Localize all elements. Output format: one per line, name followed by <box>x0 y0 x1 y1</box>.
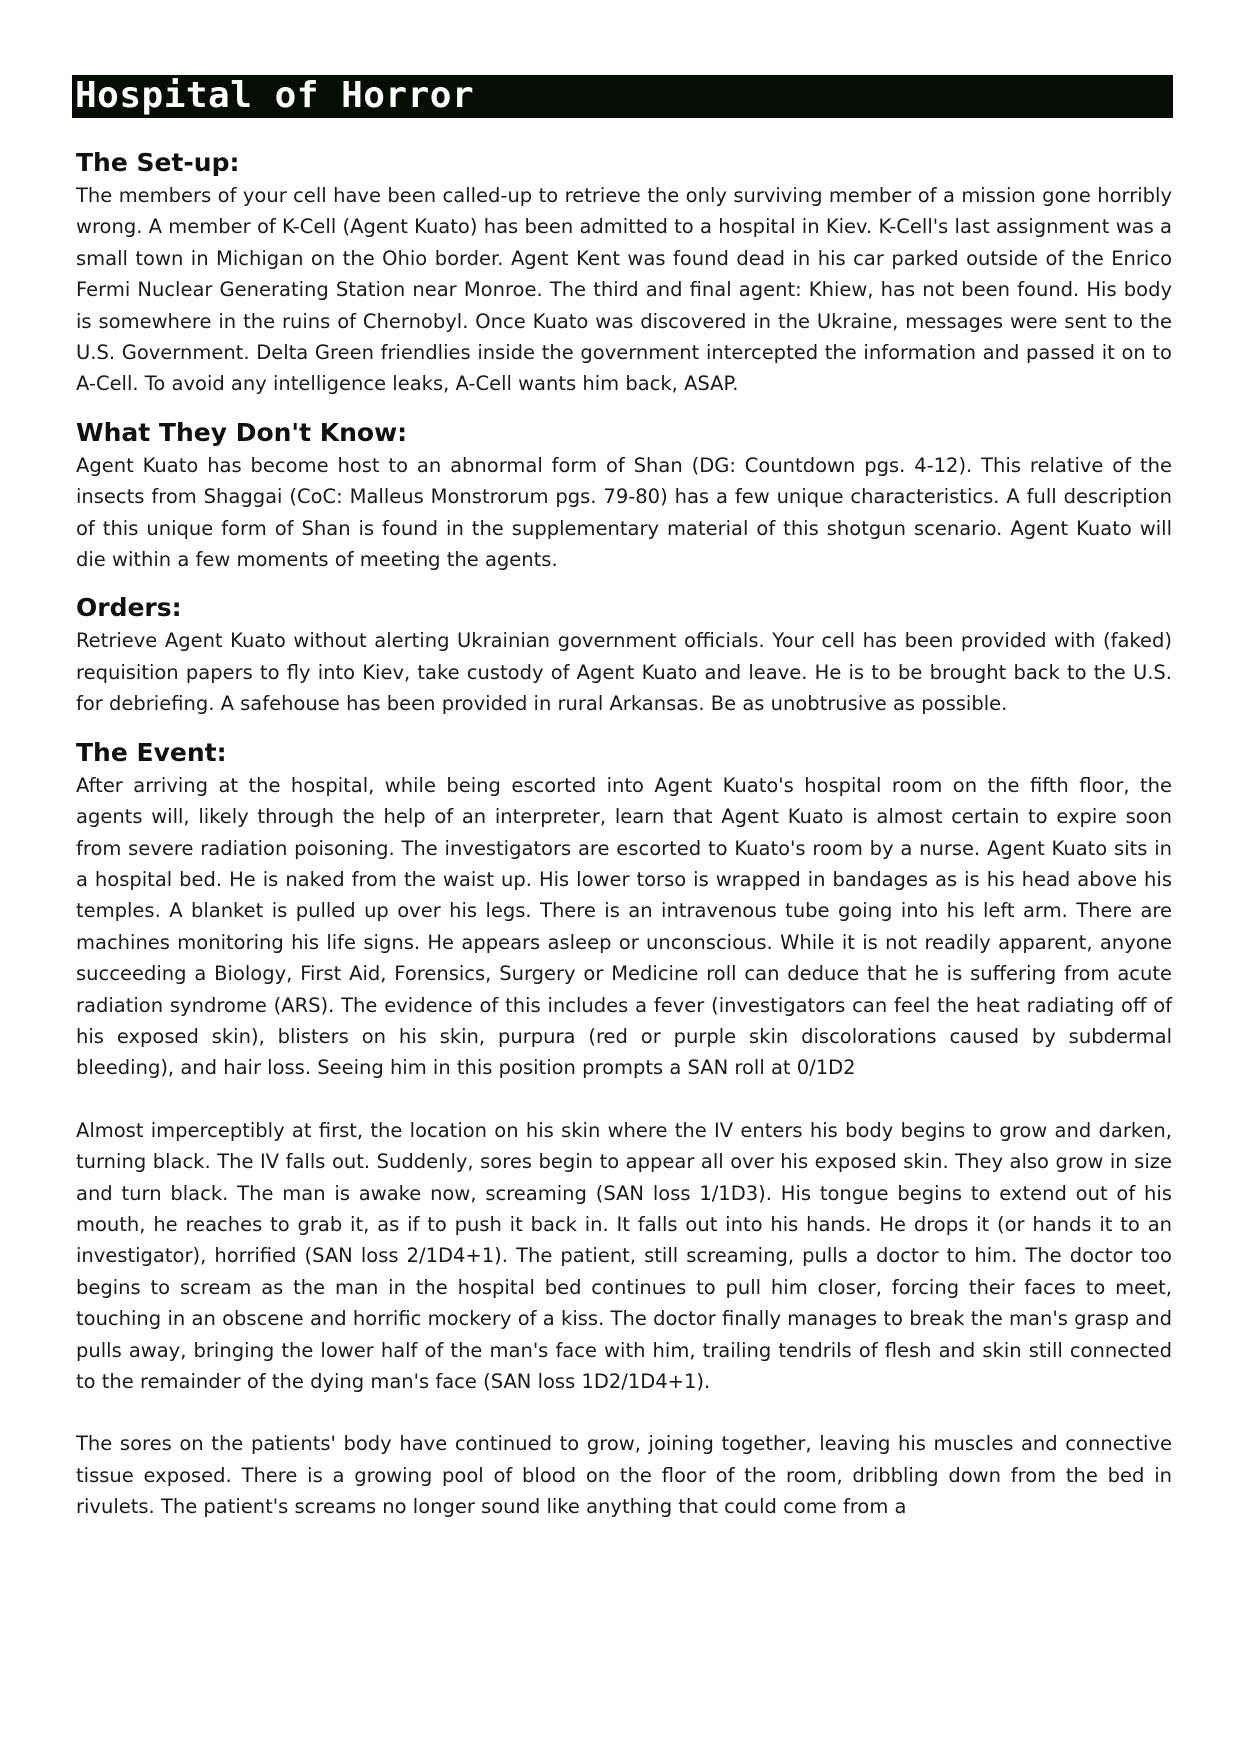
setup-paragraph: The members of your cell have been called-up to retrieve the only surviving member of a mission gone horribly wrong. A member of K-Cell (Agent Kuato) has been admitted to a hospital in Kiev. K-Cell's last assignment was a small town in Michigan on the Ohio border. Agent Kent was found dead in his car parked outside of the Enrico Fermi Nuclear Generating Station near Monroe. The third and final agent: Khiew, has not been found. His body is somewhere in the ruins of Chernobyl. Once Kuato was discovered in the Ukraine, messages were sent to the U.S. Government. Delta Green friendlies inside the government intercepted the information and passed it on to A-Cell. To avoid any intelligence leaks, A-Cell wants him back, ASAP. <box>76 184 1172 396</box>
section-heading-orders: Orders: <box>76 593 182 623</box>
section-setup <box>76 146 1172 400</box>
section-orders <box>76 591 1172 719</box>
orders-paragraph: Retrieve Agent Kuato without alerting Ukrainian government officials. Your cell has been provided with (faked) requisition papers to fly into Kiev, take custody of Agent Kuato and leave. He is to be brought back to the U.S. for debriefing. A safehouse has been provided in rural Arkansas. Be as unobtrusive as possible. <box>76 629 1172 716</box>
paragraph-spacer <box>76 1397 1172 1428</box>
event-paragraph-2: Almost imperceptibly at first, the location on his skin where the IV enters his body begins to grow and darken, turning black. The IV falls out. Suddenly, sores begin to appear all over his exposed skin. They also grow in size and turn black. The man is awake now, screaming (SAN loss 1/1D3). His tongue begins to extend out of his mouth, he reaches to grab it, as if to push it back in. It falls out into his hands. He drops it (or hands it to an investigator), horrified (SAN loss 2/1D4+1). The patient, still screaming, pulls a doctor to him. The doctor too begins to scream as the man in the hospital bed continues to pull him closer, forcing their faces to meet, touching in an obscene and horrific mockery of a kiss. The doctor finally manages to break the man's grasp and pulls away, bringing the lower half of the man's face with him, trailing tendrils of flesh and skin still connected to the remainder of the dying man's face (SAN loss 1D2/1D4+1). <box>76 1118 1172 1393</box>
document-body <box>76 146 1172 1539</box>
event-paragraph-1: After arriving at the hospital, while being escorted into Agent Kuato's hospital room on the fifth floor, the agents will, likely through the help of an interpreter, learn that Agent Kuato is almost certain to expire soon from severe radiation poisoning. The investigators are escorted to Kuato's room by a nurse. Agent Kuato sits in a hospital bed. He is naked from the waist up. His lower torso is wrapped in bandages as is his head above his temples. A blanket is pulled up over his legs. There is an intravenous tube going into his left arm. There are machines monitoring his life signs. He appears asleep or unconscious. While it is not readily apparent, anyone succeeding a Biology, First Aid, Forensics, Surgery or Medicine roll can deduce that he is suffering from acute radiation syndrome (ARS). The evidence of this includes a fever (investigators can feel the heat radiating off of his exposed skin), blisters on his skin, purpura (red or purple skin discolorations caused by subdermal bleeding), and hair loss. Seeing him in this position prompts a SAN roll at 0/1D2 <box>76 773 1172 1080</box>
paragraph-spacer <box>76 1084 1172 1115</box>
section-event <box>76 736 1172 1523</box>
section-heading-unknown: What They Don't Know: <box>76 417 408 447</box>
section-heading-setup: The Set-up: <box>76 148 240 177</box>
document-title: Hospital of Horror <box>75 75 475 116</box>
unknown-paragraph: Agent Kuato has become host to an abnormal form of Shan (DG: Countdown pgs. 4-12). This relative of the insects from Shaggai (CoC: Malleus Monstrorum pgs. 79-80) has a few unique characteristics. A full description of this unique form of Shan is found in the supplementary material of this shotgun scenario. Agent Kuato will die within a few moments of meeting the agents. <box>76 453 1172 572</box>
section-heading-event: The Event: <box>76 737 227 767</box>
section-what-they-dont-know <box>76 416 1172 576</box>
event-paragraph-3: The sores on the patients' body have continued to grow, joining together, leaving his muscles and connective tissue exposed. There is a growing pool of blood on the floor of the room, dribbling down from the bed in rivulets. The patient's screams no longer sound like anything that could come from a <box>76 1432 1172 1519</box>
title-bar <box>72 75 1173 118</box>
